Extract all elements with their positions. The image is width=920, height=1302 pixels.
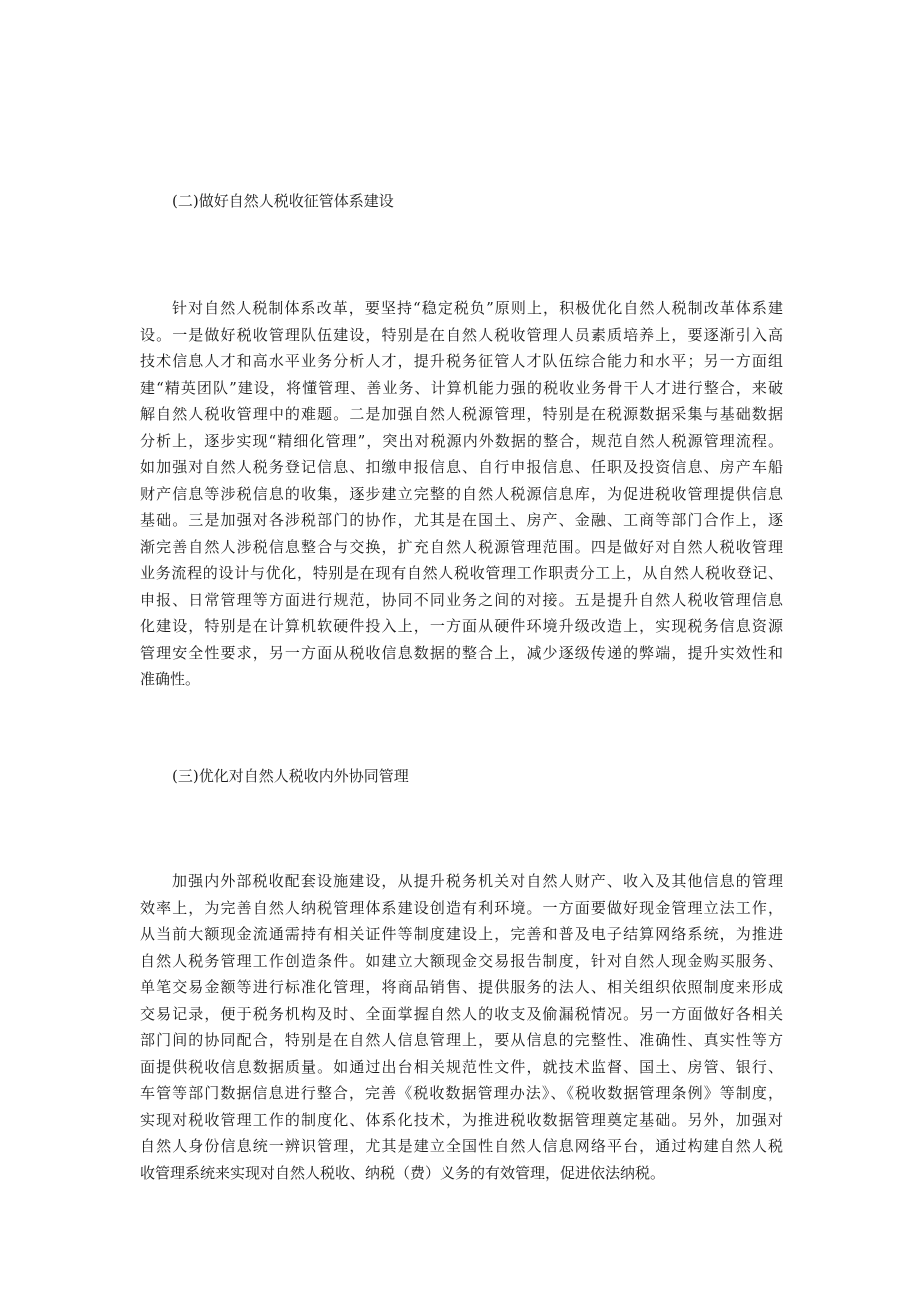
paragraph-line: 自然人税务管理工作创造条件。如建立大额现金交易报告制度，针对自然人现金购买服务、 (140, 951, 783, 970)
paragraph-line: 管理安全性要求，另一方面从税收信息数据的整合上，减少逐级传递的弊端，提升实效性和 (140, 643, 783, 662)
paragraph-line: 业务流程的设计与优化，特别是在现有自然人税收管理工作职责分工上，从自然人税收登记、 (140, 564, 783, 582)
paragraph-line: 准确性。 (140, 670, 201, 688)
paragraph-line: 车管等部门数据信息进行整合，完善《税收数据管理办法》、《税收数据管理条例》等制度， (140, 1084, 783, 1102)
paragraph-line: 收管理系统来实现对自然人税收、纳税（费）义务的有效管理，促进依法纳税。 (140, 1163, 666, 1182)
paragraph-line: 如加强对自然人税务登记信息、扣缴申报信息、自行申报信息、任职及投资信息、房产车船 (140, 458, 783, 476)
paragraph-line: 单笔交易金额等进行标准化管理，将商品销售、提供服务的法人、相关组织依照制度来形成 (140, 978, 783, 996)
paragraph-line: 部门间的协同配合，特别是在自然人信息管理上，要从信息的完整性、准确性、真实性等方 (140, 1031, 783, 1049)
section-3-paragraph (140, 868, 783, 1186)
paragraph-line: 交易记录，便于税务机构及时、全面掌握自然人的收支及偷漏税情况。另一方面做好各相关 (140, 1004, 783, 1023)
paragraph-line: 分析上，逐步实现“精细化管理”，突出对税源内外数据的整合，规范自然人税源管理流程。 (140, 431, 783, 450)
section-heading-3: (三)优化对自然人税收内外协同管理 (172, 767, 409, 785)
paragraph-line: 面提供税收信息数据质量。如通过出台相关规范性文件，就技术监督、国土、房管、银行、 (140, 1057, 783, 1076)
paragraph-line: 从当前大额现金流通需持有相关证件等制度建设上，完善和普及电子结算网络系统，为推进 (140, 925, 783, 943)
paragraph-line: 设。一是做好税收管理队伍建设，特别是在自然人税收管理人员素质培养上，要逐渐引入高 (140, 325, 783, 344)
paragraph-line: 渐完善自然人涉税信息整合与交换，扩充自然人税源管理范围。四是做好对自然人税收管理 (140, 537, 783, 556)
paragraph-line: 实现对税收管理工作的制度化、体系化技术，为推进税收数据管理奠定基础。另外，加强对 (140, 1110, 783, 1129)
paragraph-line: 建“精英团队”建设，将懂管理、善业务、计算机能力强的税收业务骨干人才进行整合，来破 (140, 378, 783, 397)
paragraph-line: 加强内外部税收配套设施建设，从提升税务机关对自然人财产、收入及其他信息的管理 (172, 872, 783, 890)
paragraph-line: 申报、日常管理等方面进行规范，协同不同业务之间的对接。五是提升自然人税收管理信息 (140, 590, 783, 609)
paragraph-line: 解自然人税收管理中的难题。二是加强自然人税源管理，特别是在税源数据采集与基础数据 (140, 405, 783, 423)
section-2-paragraph (140, 295, 783, 693)
paragraph-line: 针对自然人税制体系改革，要坚持“稳定税负”原则上，积极优化自然人税制改革体系建 (172, 299, 783, 317)
paragraph-line: 化建设，特别是在计算机软硬件投入上，一方面从硬件环境升级改造上，实现税务信息资源 (140, 617, 783, 635)
paragraph-line: 技术信息人才和高水平业务分析人才，提升税务征管人才队伍综合能力和水平；另一方面组 (140, 352, 783, 370)
paragraph-line: 财产信息等涉税信息的收集，逐步建立完整的自然人税源信息库，为促进税收管理提供信息 (140, 484, 783, 503)
paragraph-line: 基础。三是加强对各涉税部门的协作，尤其是在国土、房产、金融、工商等部门合作上，逐 (140, 511, 783, 529)
section-heading-2: (二)做好自然人税收征管体系建设 (172, 192, 394, 210)
paragraph-line: 效率上，为完善自然人纳税管理体系建设创造有利环境。一方面要做好现金管理立法工作， (140, 898, 783, 917)
paragraph-line: 自然人身份信息统一辨识管理，尤其是建立全国性自然人信息网络平台，通过构建自然人税 (140, 1137, 783, 1155)
